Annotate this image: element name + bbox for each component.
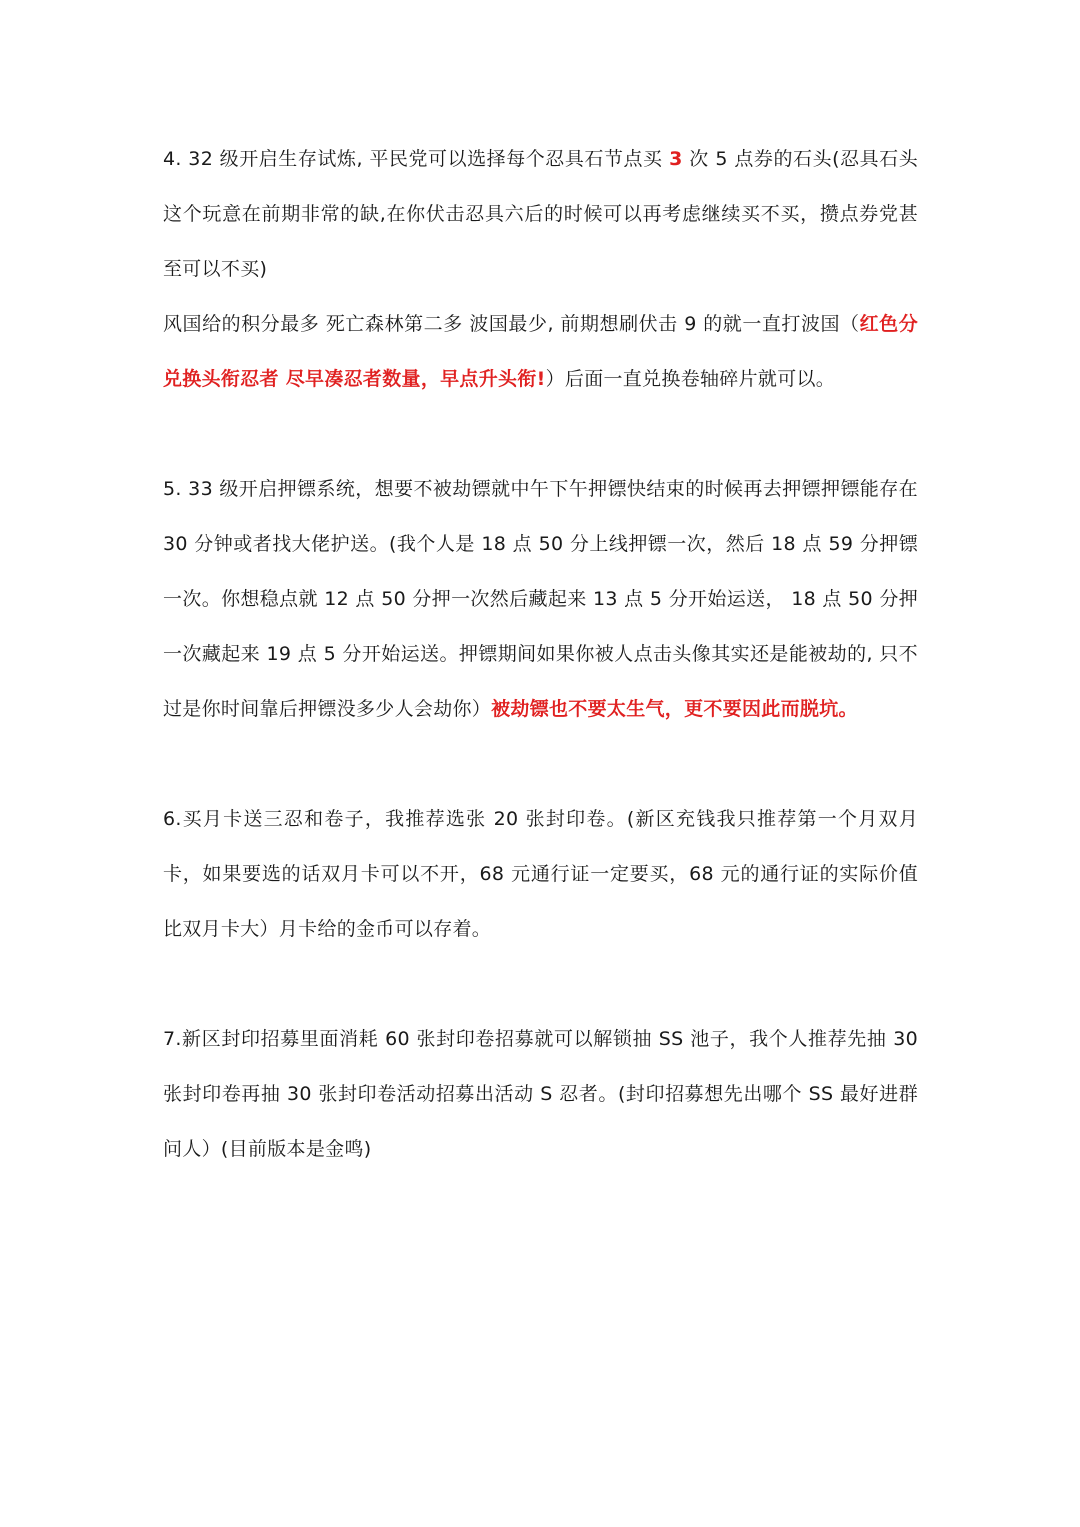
- body-text: 5. 33 级开启押镖系统，想要不被劫镖就中午下午押镖快结束的时候再去押镖押镖能存在 30 分钟或者找大佬护送。(我个人是 18 点 50 分上线押镖一次，然后 18 点 59 分押镖一次。你想稳点就 12 点 50 分押一次然后藏起来 13 点 5 分开始运送， 18 点 50 分押一次藏起来 19 点 5 分开始运送。押镖期间如果你被人点击头像其实还是能被劫的, 只不过是你时间靠后押镖没多少人会劫你）: [163, 478, 918, 720]
- document-page: [163, 132, 918, 1177]
- body-text: 7.新区封印招募里面消耗 60 张封印卷招募就可以解锁抽 SS 池子，我个人推荐先抽 30 张封印卷再抽 30 张封印卷活动招募出活动 S 忍者。(封印招募想先出哪个 SS 最好进群问人）(目前版本是金鸣): [163, 1028, 918, 1160]
- highlighted-text: 3: [669, 148, 683, 170]
- body-text: 6.买月卡送三忍和卷子，我推荐选张 20 张封印卷。(新区充钱我只推荐第一个月双月卡，如果要选的话双月卡可以不开，68 元通行证一定要买，68 元的通行证的实际价值比双月卡大）月卡给的金币可以存着。: [163, 808, 918, 940]
- paragraph-spacer: [163, 737, 918, 792]
- paragraph-item-7: [163, 1012, 918, 1177]
- highlighted-text: 红色分兑换头衔忍者 尽早凑忍者数量，早点升头衔!: [163, 313, 918, 390]
- paragraph-item-5: [163, 462, 918, 737]
- paragraph-spacer: [163, 407, 918, 462]
- paragraph-item-4: [163, 132, 918, 297]
- body-text: 风国给的积分最多 死亡森林第二多 波国最少, 前期想刷伏击 9 的就一直打波国（: [163, 313, 860, 335]
- body-text: 4. 32 级开启生存试炼, 平民党可以选择每个忍具石节点买: [163, 148, 670, 170]
- body-text: ）后面一直兑换卷轴碎片就可以。: [545, 368, 836, 390]
- paragraph-item-4-continued: [163, 297, 918, 407]
- body-text: 次 5 点券的石头(忍具石头这个玩意在前期非常的缺,在你伏击忍具六后的时候可以再考虑继续买不买，攒点券党甚至可以不买): [163, 148, 919, 280]
- paragraph-spacer: [163, 957, 918, 1012]
- highlighted-text: 被劫镖也不要太生气，更不要因此而脱坑。: [491, 698, 858, 720]
- paragraph-item-6: [163, 792, 918, 957]
